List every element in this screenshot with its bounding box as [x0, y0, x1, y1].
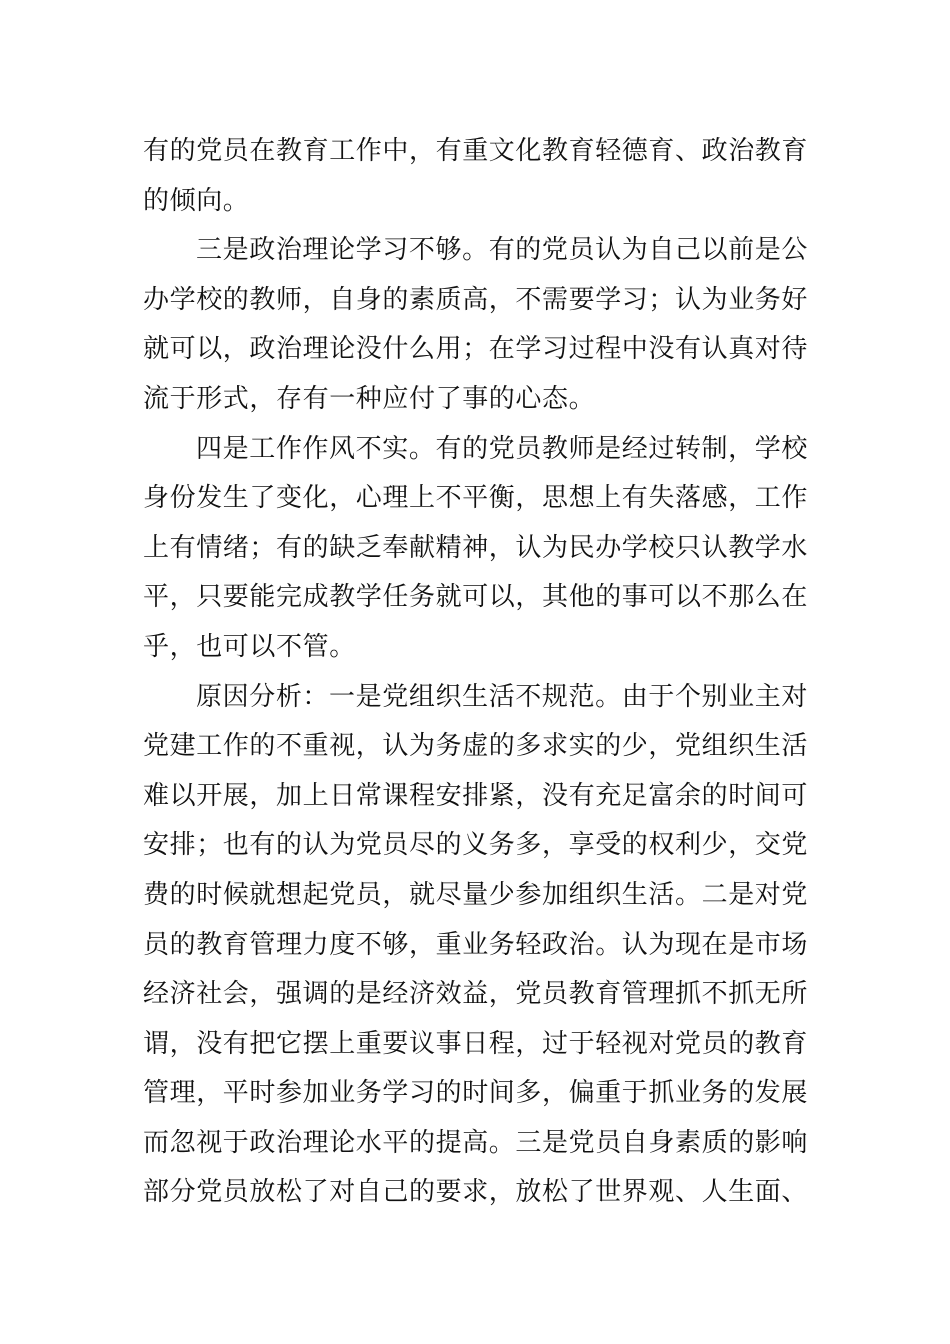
paragraph-political-study: 三是政治理论学习不够。有的党员认为自己以前是公办学校的教师，自身的素质高，不需要学习；认为业务好就可以，政治理论没什么用；在学习过程中没有认真对待流于形式，存有一种应付了事的心态。 [143, 235, 809, 414]
document-body [143, 127, 808, 1218]
paragraph-continuation: 有的党员在教育工作中，有重文化教育轻德育、政治教育的倾向。 [143, 136, 809, 216]
paragraph-work-style: 四是工作作风不实。有的党员教师是经过转制，学校身份发生了变化，心理上不平衡，思想上有失落感，工作上有情绪；有的缺乏奉献精神，认为民办学校只认教学水平，只要能完成教学任务就可以，其他的事可以不那么在乎，也可以不管。 [143, 433, 809, 662]
paragraph-cause-analysis: 原因分析：一是党组织生活不规范。由于个别业主对党建工作的不重视，认为务虚的多求实的少，党组织生活难以开展，加上日常课程安排紧，没有充足富余的时间可安排；也有的认为党员尽的义务多，享受的权利少，交党费的时候就想起党员，就尽量少参加组织生活。二是对党员的教育管理力度不够，重业务轻政治。认为现在是市场经济社会，强调的是经济效益，党员教育管理抓不抓无所谓，没有把它摆上重要议事日程，过于轻视对党员的教育管理，平时参加业务学习的时间多，偏重于抓业务的发展而忽视于政治理论水平的提高。三是党员自身素质的影响部分党员放松了对自己的要求，放松了世界观、人生面、 [143, 681, 809, 1208]
